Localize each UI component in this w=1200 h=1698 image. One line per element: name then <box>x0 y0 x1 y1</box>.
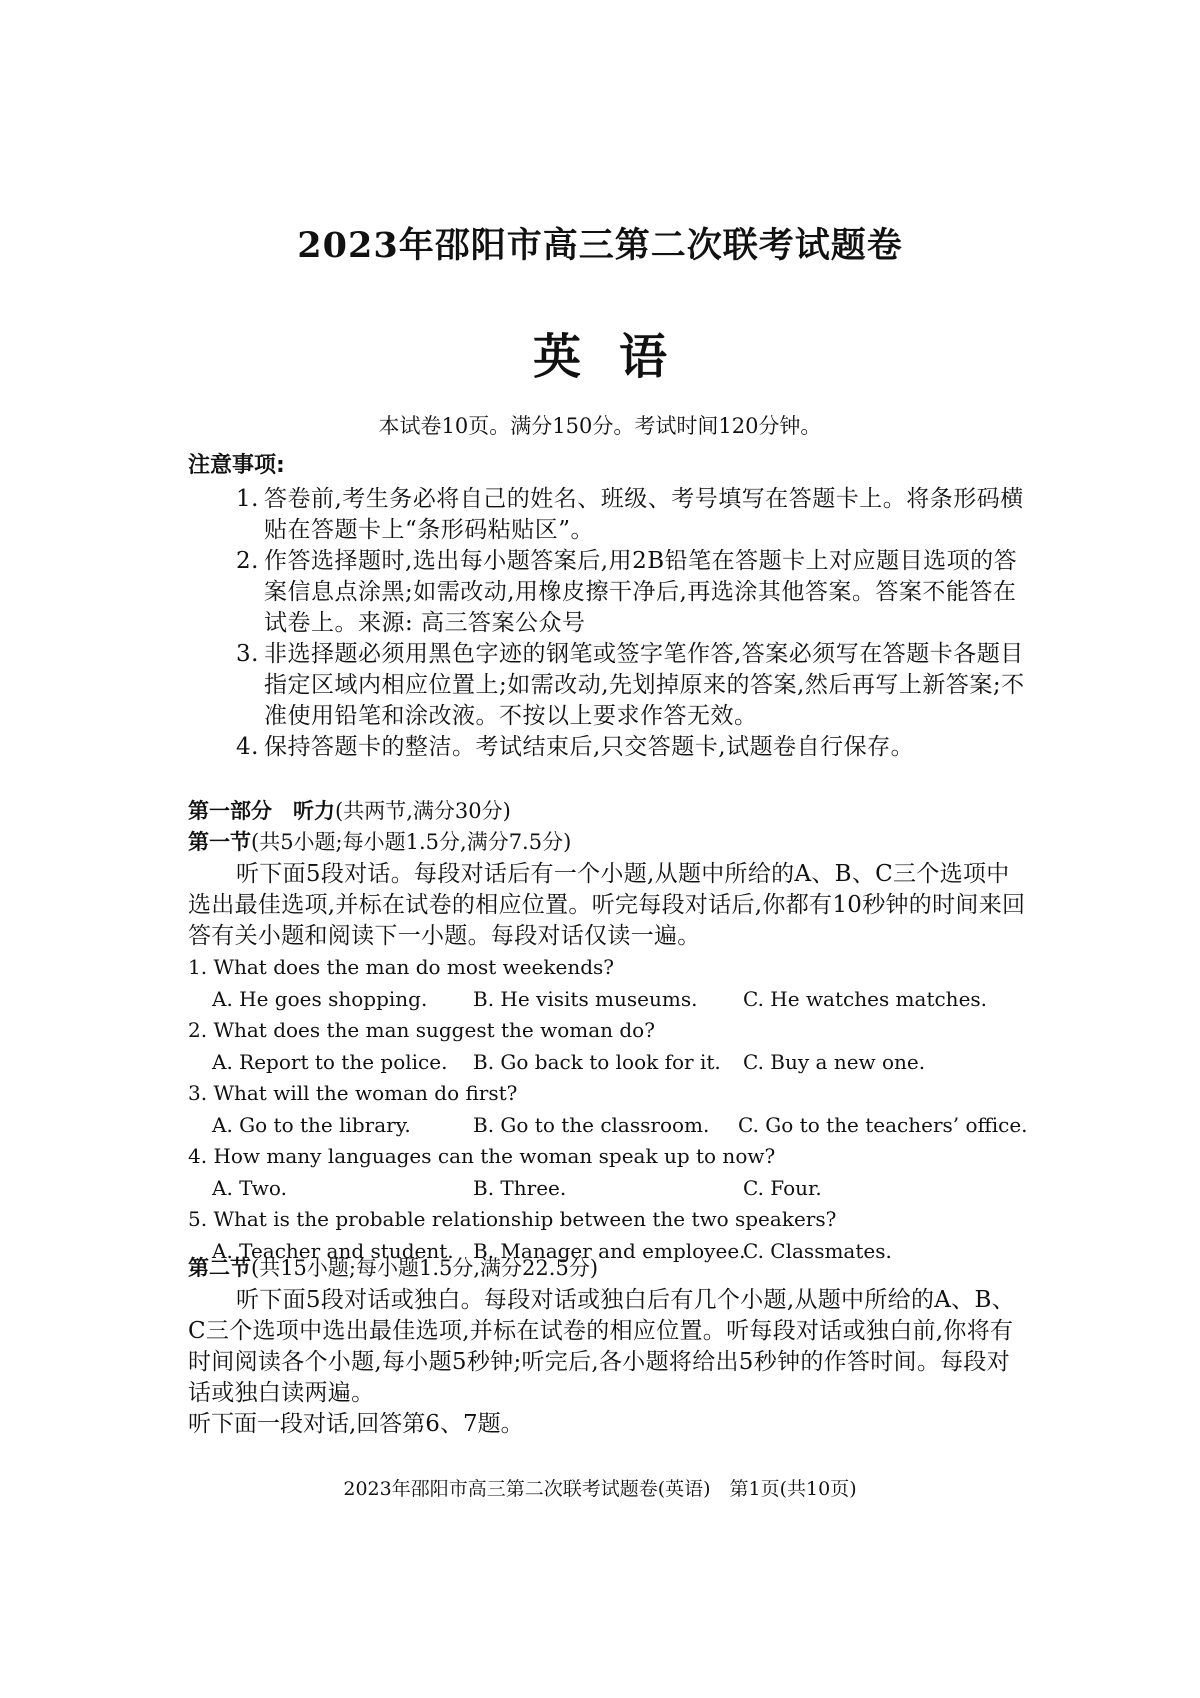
section-two-scoring: (共15小题;每小题1.5分,满分22.5分) <box>251 1256 599 1280</box>
option-a: A. Go to the library. <box>212 1112 411 1137</box>
notice-item-number: 1. <box>236 486 259 512</box>
section-two-instruction: 听下面5段对话或独白。每段对话或独白后有几个小题,从题中所给的A、B、C三个选项中选出最佳选项,并标在试卷的相应位置。听每段对话或独白前,你将有时间阅读各个小题,每小题5秒钟;听完后,各小题将给出5秒钟的作答时间。每段对话或独白读两遍。 <box>188 1287 1015 1406</box>
option-a: A. Teacher and student. <box>212 1238 454 1263</box>
option-c: C. Four. <box>743 1175 822 1200</box>
notice-item-number: 3. <box>236 641 259 667</box>
question-stem: 4. How many languages can the woman speak up to now? <box>188 1144 776 1168</box>
notice-item-number: 2. <box>236 548 259 574</box>
option-c: C. Classmates. <box>743 1238 892 1263</box>
section-two-heading <box>188 1253 1028 1283</box>
notice-item <box>236 732 1026 763</box>
section-one-scoring: (共5小题;每小题1.5分,满分7.5分) <box>251 830 572 854</box>
question-stem: 2. What does the man suggest the woman do? <box>188 1018 655 1042</box>
notice-item-text: 答卷前,考生务必将自己的姓名、班级、考号填写在答题卡上。将条形码横贴在答题卡上“条形码粘贴区”。 <box>264 486 1024 543</box>
notice-list <box>236 484 1026 763</box>
question-options <box>188 1110 1028 1142</box>
exam-title: 2023年邵阳市高三第二次联考试题卷 <box>297 225 903 266</box>
notice-item-text: 保持答题卡的整洁。考试结束后,只交答题卡,试题卷自行保存。 <box>264 734 915 760</box>
notice-item-text: 作答选择题时,选出每小题答案后,用2B铅笔在答题卡上对应题目选项的答案信息点涂黑;如需改动,用橡皮擦干净后,再选涂其他答案。答案不能答在试卷上。来源: 高三答案公众号 <box>264 548 1018 636</box>
section-one-title: 第一节 <box>188 830 251 854</box>
option-c: C. He watches matches. <box>743 986 988 1011</box>
option-a: A. He goes shopping. <box>212 986 428 1011</box>
section-two-title: 第二节 <box>188 1256 251 1280</box>
option-b: B. Three. <box>473 1175 567 1200</box>
question-stem: 3. What will the woman do first? <box>188 1081 518 1105</box>
question-options <box>188 984 1028 1016</box>
part-one-title: 第一部分 听力 <box>188 799 335 823</box>
section-one <box>188 827 1028 1267</box>
notice-item-number: 4. <box>236 734 259 760</box>
section-one-instruction: 听下面5段对话。每段对话后有一个小题,从题中所给的A、B、C三个选项中选出最佳选项,并标在试卷的相应位置。听完每段对话后,你都有10秒钟的时间来回答有关小题和阅读下一小题。每段对话仅读一遍。 <box>188 861 1026 949</box>
exam-info: 本试卷10页。满分150分。考试时间120分钟。 <box>378 414 822 438</box>
notice-heading: 注意事项: <box>188 453 285 478</box>
notice-item <box>236 639 1026 732</box>
question-stem: 5. What is the probable relationship between the two speakers? <box>188 1207 837 1231</box>
option-b: B. Manager and employee. <box>473 1238 746 1263</box>
notice-item <box>236 484 1026 546</box>
subject-title: 英语 <box>532 329 705 385</box>
page-footer: 2023年邵阳市高三第二次联考试题卷(英语) 第1页(共10页) <box>343 1478 857 1500</box>
question-options <box>188 1173 1028 1205</box>
section-one-heading <box>188 827 1028 857</box>
notice-item-text: 非选择题必须用黑色字迹的钢笔或签字笔作答,答案必须写在答题卡各题目指定区域内相应位置上;如需改动,先划掉原来的答案,然后再写上新答案;不准使用铅笔和涂改液。不按以上要求作答无效。 <box>264 641 1025 729</box>
question-list <box>188 952 1028 1267</box>
section-two <box>188 1253 1028 1440</box>
notice-item <box>236 546 1026 639</box>
option-a: A. Report to the police. <box>212 1049 448 1074</box>
question-options <box>188 1047 1028 1079</box>
dialogue-note: 听下面一段对话,回答第6、7题。 <box>188 1411 524 1437</box>
option-a: A. Two. <box>212 1175 287 1200</box>
option-b: B. Go to the classroom. <box>473 1112 710 1137</box>
question-stem: 1. What does the man do most weekends? <box>188 955 615 979</box>
part-one-heading <box>188 795 511 825</box>
option-c: C. Go to the teachers’ office. <box>738 1112 1028 1137</box>
option-c: C. Buy a new one. <box>743 1049 926 1074</box>
part-one-scoring: (共两节,满分30分) <box>335 799 511 823</box>
option-b: B. He visits museums. <box>473 986 698 1011</box>
option-b: B. Go back to look for it. <box>473 1049 721 1074</box>
